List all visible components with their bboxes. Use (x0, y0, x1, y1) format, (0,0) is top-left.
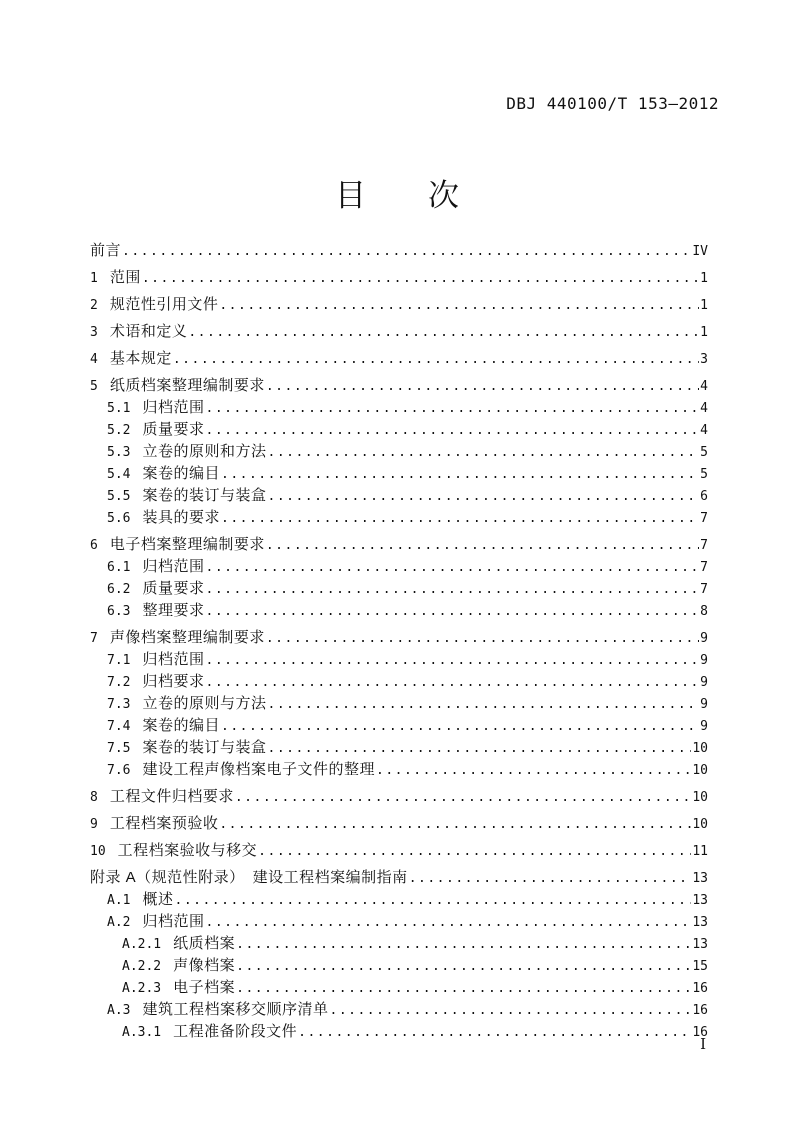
toc-entry-number: A.2 (107, 915, 131, 930)
toc-entry-page: 10 (692, 763, 708, 778)
toc-entry-label: 归档要求 (142, 673, 205, 690)
toc-entry-number: 5.1 (107, 401, 131, 416)
footer-page-number: I (700, 1035, 706, 1053)
toc-entry-page: 9 (700, 697, 708, 712)
toc-entry (90, 267, 708, 289)
toc-entry-number: 1 (90, 271, 98, 286)
toc-leader-dots (206, 578, 700, 600)
toc-entry (90, 441, 708, 463)
toc-entry-page: 13 (692, 893, 708, 908)
toc-entry (90, 534, 708, 556)
toc-entry (90, 1021, 708, 1043)
toc-entry (90, 840, 708, 862)
toc-leader-dots (298, 1021, 691, 1043)
toc-entry-page: 13 (692, 937, 708, 952)
toc-leader-dots (206, 600, 700, 622)
toc-leader-dots (206, 556, 700, 578)
toc-leader-dots (221, 507, 699, 529)
toc-entry (90, 715, 708, 737)
toc-leader-dots (221, 463, 699, 485)
toc-leader-dots (188, 321, 699, 343)
toc-leader-dots (142, 267, 699, 289)
toc-entry-label: 电子档案整理编制要求 (109, 536, 265, 553)
toc-leader-dots (206, 419, 700, 441)
toc-leader-dots (268, 485, 700, 507)
toc-entry-page: 4 (700, 379, 708, 394)
toc-entry (90, 463, 708, 485)
standard-code: DBJ 440100/T 153—2012 (506, 94, 719, 113)
toc-entry-label: 案卷的装订与装盒 (142, 487, 267, 504)
toc-leader-dots (221, 715, 699, 737)
toc-entry (90, 693, 708, 715)
toc-entry-number: A.3.1 (122, 1025, 162, 1040)
toc-entry (90, 977, 708, 999)
toc-entry-number: 5.2 (107, 423, 131, 438)
toc-entry-page: 6 (700, 489, 708, 504)
toc-leader-dots (236, 955, 691, 977)
toc-entry-page: 13 (692, 871, 708, 886)
toc-entry-page: 11 (692, 844, 708, 859)
toc-entry-number: 6.3 (107, 604, 131, 619)
toc-entry-label: 前言 (90, 242, 122, 259)
toc-leader-dots (175, 889, 692, 911)
toc-leader-dots (206, 649, 700, 671)
toc-leader-dots (258, 840, 691, 862)
toc-entry (90, 955, 708, 977)
toc-entry-number: A.2.2 (122, 959, 162, 974)
toc-entry-label: 归档范围 (142, 399, 205, 416)
toc-entry-number: 2 (90, 298, 98, 313)
toc-entry-page: 9 (700, 631, 708, 646)
toc-entry-number: 7.3 (107, 697, 131, 712)
toc-entry (90, 999, 708, 1021)
toc-entry-label: 质量要求 (142, 580, 205, 597)
toc-entry-page: 8 (700, 604, 708, 619)
toc-entry-number: A.2.3 (122, 981, 162, 996)
toc-entry (90, 507, 708, 529)
toc-entry-label: 归档范围 (142, 651, 205, 668)
toc-entry-label: 案卷的编目 (142, 717, 220, 734)
toc-leader-dots (235, 786, 692, 808)
toc-entry (90, 240, 708, 262)
toc-entry-label: 工程档案预验收 (109, 815, 219, 832)
toc-entry-page: 7 (700, 538, 708, 553)
toc-entry-label: 归档范围 (142, 558, 205, 575)
toc-leader-dots (206, 671, 700, 693)
toc-entry-label: 案卷的编目 (142, 465, 220, 482)
toc-entry-label: 归档范围 (142, 913, 205, 930)
toc-entry-label: 基本规定 (109, 350, 172, 367)
toc-entry-number: 7.6 (107, 763, 131, 778)
toc-entry-number: 5.4 (107, 467, 131, 482)
toc-entry-page: 7 (700, 582, 708, 597)
toc-entry (90, 321, 708, 343)
toc-entry-page: 1 (700, 325, 708, 340)
toc-entry-page: 9 (700, 675, 708, 690)
toc-entry-page: 9 (700, 653, 708, 668)
toc-entry-number: 5.6 (107, 511, 131, 526)
toc-entry-number: 9 (90, 817, 98, 832)
toc-entry-label: 立卷的原则与方法 (142, 695, 267, 712)
toc-entry-number: 6.2 (107, 582, 131, 597)
toc-entry (90, 375, 708, 397)
toc-entry-label: 规范性引用文件 (109, 296, 219, 313)
toc-entry-number: 5.3 (107, 445, 131, 460)
toc-entry-number: A.1 (107, 893, 131, 908)
toc-entry-label: 声像档案整理编制要求 (109, 629, 265, 646)
toc-entry-label: 装具的要求 (142, 509, 220, 526)
toc-entry-number: A.2.1 (122, 937, 162, 952)
toc-entry-page: 5 (700, 467, 708, 482)
toc-leader-dots (268, 737, 692, 759)
toc-entry-page: 7 (700, 560, 708, 575)
toc-leader-dots (219, 294, 699, 316)
toc-entry-number: 7.2 (107, 675, 131, 690)
toc-entry (90, 627, 708, 649)
toc-entry-label: 工程档案验收与移交 (117, 842, 258, 859)
toc-entry-page: 10 (692, 741, 708, 756)
toc-leader-dots (266, 375, 699, 397)
toc-entry-number: 7 (90, 631, 98, 646)
toc-entry-label: 整理要求 (142, 602, 205, 619)
toc-entry (90, 786, 708, 808)
toc-entry-page: 1 (700, 298, 708, 313)
toc-entry-number: 5 (90, 379, 98, 394)
toc-leader-dots (268, 441, 700, 463)
toc-entry-label: 建设工程声像档案电子文件的整理 (142, 761, 375, 778)
toc-entry-page: 1 (700, 271, 708, 286)
toc-entry-page: 15 (692, 959, 708, 974)
toc-entry-page: 16 (692, 1003, 708, 1018)
toc-entry (90, 867, 708, 889)
toc-leader-dots (266, 627, 699, 649)
toc-leader-dots (409, 867, 692, 889)
toc-entry (90, 649, 708, 671)
toc-entry-page: 16 (692, 981, 708, 996)
toc-entry-label: 工程准备阶段文件 (173, 1023, 298, 1040)
toc-entry-page: 9 (700, 719, 708, 734)
toc-entry (90, 578, 708, 600)
toc-entry-page: 4 (700, 423, 708, 438)
toc-leader-dots (330, 999, 692, 1021)
toc-entry-number: 6.1 (107, 560, 131, 575)
toc-entry (90, 294, 708, 316)
toc-entry-number: 5.5 (107, 489, 131, 504)
toc-entry (90, 813, 708, 835)
toc-entry-page: 13 (692, 915, 708, 930)
toc-entry-label: 声像档案 (173, 957, 236, 974)
toc-leader-dots (268, 693, 700, 715)
toc-entry (90, 419, 708, 441)
toc-entry-label: 附录 A（规范性附录） 建设工程档案编制指南 (90, 869, 408, 886)
toc-entry (90, 933, 708, 955)
toc-entry (90, 485, 708, 507)
toc-entry-page: 10 (692, 817, 708, 832)
toc-entry (90, 911, 708, 933)
toc-entry (90, 759, 708, 781)
toc-leader-dots (266, 534, 699, 556)
toc-list (90, 240, 708, 1043)
toc-entry-number: 6 (90, 538, 98, 553)
toc-entry-page: 5 (700, 445, 708, 460)
toc-entry (90, 600, 708, 622)
toc-leader-dots (173, 348, 699, 370)
toc-entry-number: 7.4 (107, 719, 131, 734)
toc-entry-label: 质量要求 (142, 421, 205, 438)
toc-leader-dots (376, 759, 691, 781)
toc-entry (90, 556, 708, 578)
toc-entry-page: 16 (692, 1025, 708, 1040)
toc-entry-label: 术语和定义 (109, 323, 188, 340)
toc-entry-label: 概述 (142, 891, 174, 908)
toc-entry (90, 671, 708, 693)
toc-entry (90, 737, 708, 759)
toc-entry-number: A.3 (107, 1003, 131, 1018)
toc-entry-number: 7.5 (107, 741, 131, 756)
toc-leader-dots (219, 813, 691, 835)
toc-entry-label: 案卷的装订与装盒 (142, 739, 267, 756)
toc-entry-page: 10 (692, 790, 708, 805)
toc-leader-dots (206, 911, 692, 933)
toc-entry-number: 8 (90, 790, 98, 805)
toc-entry (90, 348, 708, 370)
toc-entry (90, 889, 708, 911)
toc-entry-label: 工程文件归档要求 (109, 788, 234, 805)
toc-entry-number: 4 (90, 352, 98, 367)
toc-leader-dots (206, 397, 700, 419)
toc-leader-dots (122, 240, 691, 262)
toc-entry-number: 7.1 (107, 653, 131, 668)
toc-entry (90, 397, 708, 419)
toc-entry-label: 立卷的原则和方法 (142, 443, 267, 460)
toc-entry-label: 纸质档案整理编制要求 (109, 377, 265, 394)
toc-entry-page: 3 (700, 352, 708, 367)
page-title: 目 次 (335, 178, 459, 213)
toc-entry-label: 纸质档案 (173, 935, 236, 952)
toc-entry-page: IV (692, 244, 708, 259)
toc-entry-label: 电子档案 (173, 979, 236, 996)
toc-entry-number: 10 (90, 844, 106, 859)
toc-entry-page: 7 (700, 511, 708, 526)
toc-entry-label: 建筑工程档案移交顺序清单 (142, 1001, 329, 1018)
toc-leader-dots (236, 977, 691, 999)
toc-entry-number: 3 (90, 325, 98, 340)
toc-entry-page: 4 (700, 401, 708, 416)
toc-leader-dots (236, 933, 691, 955)
toc-entry-label: 范围 (109, 269, 141, 286)
